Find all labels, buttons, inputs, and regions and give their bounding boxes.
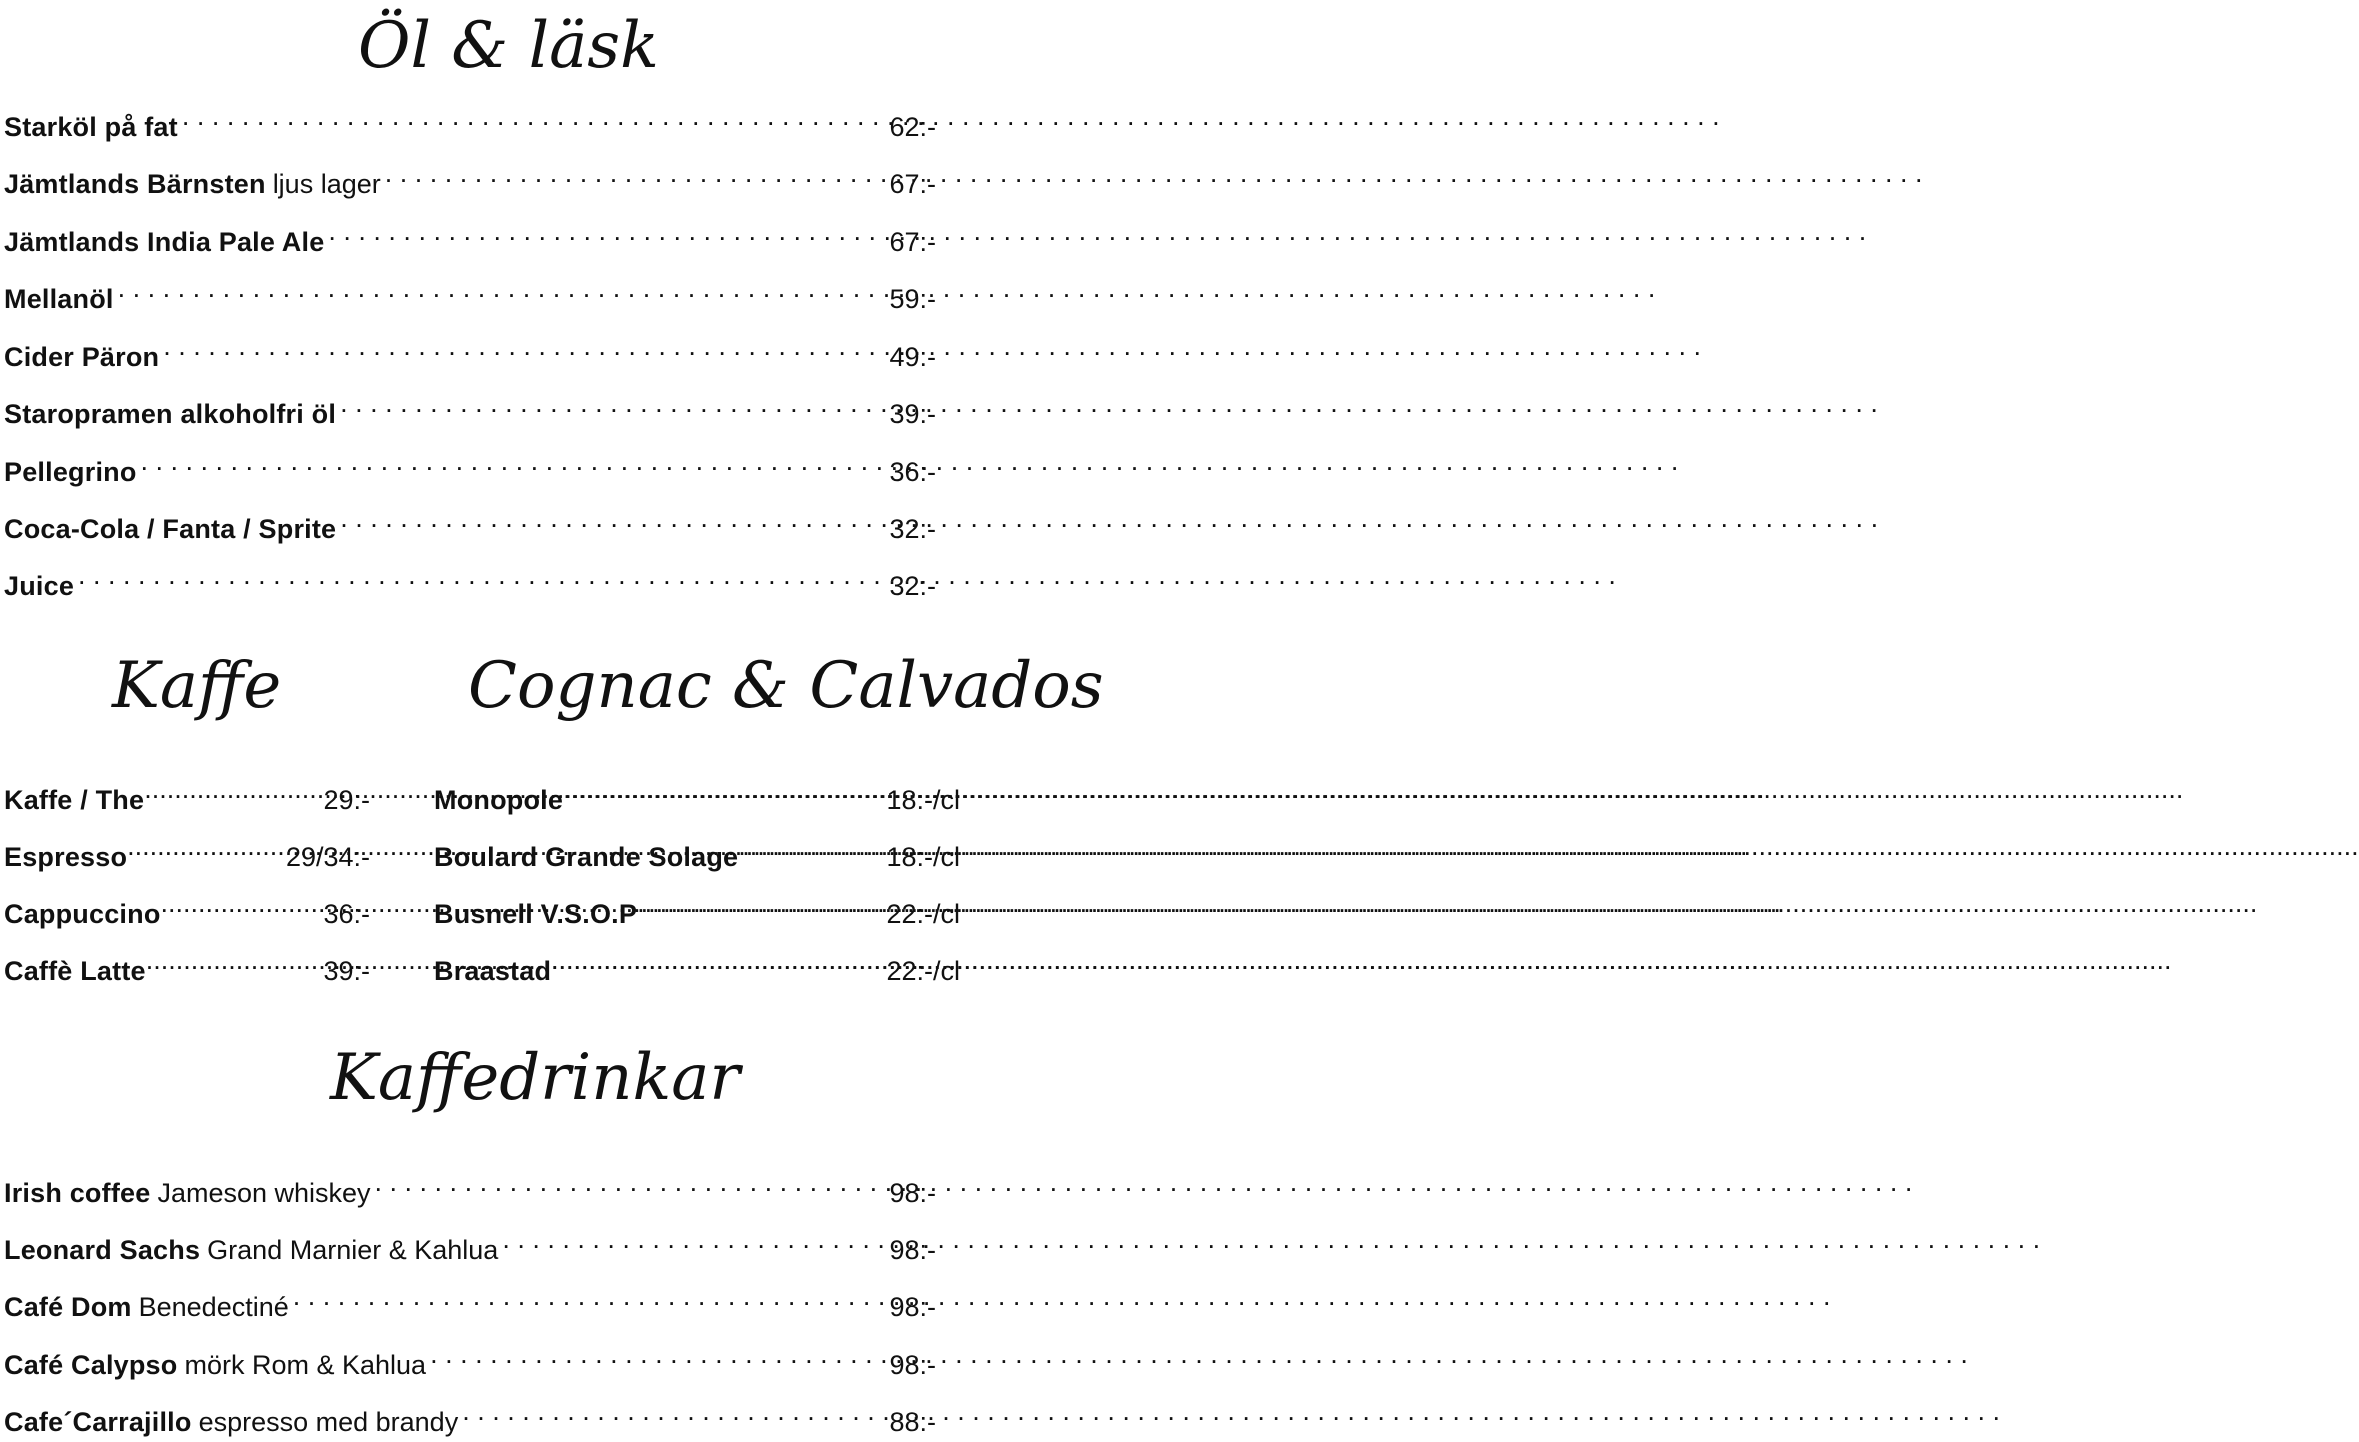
item-price: 22:-/cl: [886, 956, 960, 986]
menu-item: [4, 96, 936, 142]
dot-leader: [340, 498, 883, 538]
dot-leader: [502, 1219, 883, 1259]
item-price: 67:-: [889, 227, 936, 257]
menu-item: [4, 211, 936, 257]
dot-leader: [340, 383, 883, 423]
item-name: Coca-Cola / Fanta / Sprite: [4, 514, 337, 544]
item-price: 98:-: [889, 1235, 936, 1265]
menu-item: [4, 555, 936, 601]
section-title-kaffe: Kaffe: [112, 649, 282, 723]
item-description: Jameson whiskey: [157, 1178, 371, 1208]
item-price: 88:-: [889, 1407, 936, 1437]
menu-item: [434, 883, 960, 929]
item-name: Monopole: [434, 785, 564, 815]
item-name: Espresso: [4, 842, 128, 872]
item-price: 18:-/cl: [886, 785, 960, 815]
dot-leader: [375, 1162, 884, 1202]
item-name: Caffè Latte: [4, 956, 146, 986]
item-name: Busnell V.S.O.P: [434, 899, 638, 929]
menu-item: [4, 326, 936, 372]
item-price: 18:-/cl: [886, 842, 960, 872]
menu-item: [4, 883, 370, 929]
item-name: Cappuccino: [4, 899, 161, 929]
item-price: 49:-: [889, 342, 936, 372]
dot-leader: [118, 268, 884, 308]
item-price: 36:-: [323, 899, 370, 929]
dot-leader: [328, 211, 883, 251]
dot-leader: [738, 826, 882, 866]
item-name: Kaffe / The: [4, 785, 145, 815]
dot-leader: [563, 769, 882, 809]
item-name: Leonard Sachs: [4, 1235, 201, 1265]
menu-item: [4, 1391, 936, 1437]
item-name: Pellegrino: [4, 457, 137, 487]
dot-leader: [293, 1276, 884, 1316]
item-price: 62:-: [889, 112, 936, 142]
menu-item: [4, 268, 936, 314]
item-price: 98:-: [889, 1350, 936, 1380]
item-price: 29/34:-: [285, 842, 370, 872]
item-description: espresso med brandy: [198, 1407, 459, 1437]
item-name: Juice: [4, 571, 75, 601]
item-price: 22:-/cl: [886, 899, 960, 929]
menu-item: [4, 441, 936, 487]
item-name: Staropramen alkoholfri öl: [4, 399, 337, 429]
section-title-cognac-calvados: Cognac & Calvados: [468, 649, 1104, 723]
item-description: Grand Marnier & Kahlua: [207, 1235, 499, 1265]
item-description: Benedectiné: [138, 1292, 289, 1322]
dot-leader: [462, 1391, 883, 1431]
dot-leader: [141, 441, 884, 481]
dot-leader: [551, 940, 882, 980]
item-name: Boulard Grande Solage: [434, 842, 739, 872]
item-price: 32:-: [889, 571, 936, 601]
item-name: Braastad: [434, 956, 552, 986]
item-name: Jämtlands Bärnsten: [4, 169, 266, 199]
dot-leader: [78, 555, 883, 595]
menu-item: [434, 826, 960, 872]
menu-item: [4, 1334, 936, 1380]
item-name: Cider Päron: [4, 342, 160, 372]
menu-item: [4, 1219, 936, 1265]
item-description: ljus lager: [272, 169, 381, 199]
menu-item: [4, 1276, 936, 1322]
item-name: Cafe´Carrajillo: [4, 1407, 192, 1437]
item-name: Mellanöl: [4, 284, 114, 314]
item-price: 36:-: [889, 457, 936, 487]
item-name: Café Dom: [4, 1292, 132, 1322]
item-price: 98:-: [889, 1292, 936, 1322]
item-name: Irish coffee: [4, 1178, 151, 1208]
item-price: 32:-: [889, 514, 936, 544]
dot-leader: [385, 153, 884, 193]
section-title-ol-lask: Öl & läsk: [358, 9, 659, 83]
dot-leader: [182, 96, 884, 136]
item-name: Café Calypso: [4, 1350, 178, 1380]
item-price: 39:-: [323, 956, 370, 986]
menu-item: [434, 940, 960, 986]
dot-leader: [161, 883, 320, 923]
item-description: mörk Rom & Kahlua: [184, 1350, 427, 1380]
menu-item: [4, 383, 936, 429]
menu-item: [4, 1162, 936, 1208]
menu-item: [4, 153, 936, 199]
item-price: 67:-: [889, 169, 936, 199]
dot-leader: [146, 940, 320, 980]
menu-item: [4, 826, 370, 872]
dot-leader: [163, 326, 883, 366]
section-title-kaffedrinkar: Kaffedrinkar: [330, 1041, 740, 1115]
item-price: 98:-: [889, 1178, 936, 1208]
item-price: 39:-: [889, 399, 936, 429]
menu-item: [4, 769, 370, 815]
menu-item: [434, 769, 960, 815]
dot-leader: [430, 1334, 883, 1374]
menu-item: [4, 940, 370, 986]
item-price: 29:-: [323, 785, 370, 815]
dot-leader: [127, 826, 282, 866]
dot-leader: [637, 883, 882, 923]
item-name: Jämtlands India Pale Ale: [4, 227, 325, 257]
item-name: Starköl på fat: [4, 112, 178, 142]
item-price: 59:-: [889, 284, 936, 314]
dot-leader: [144, 769, 319, 809]
menu-item: [4, 498, 936, 544]
